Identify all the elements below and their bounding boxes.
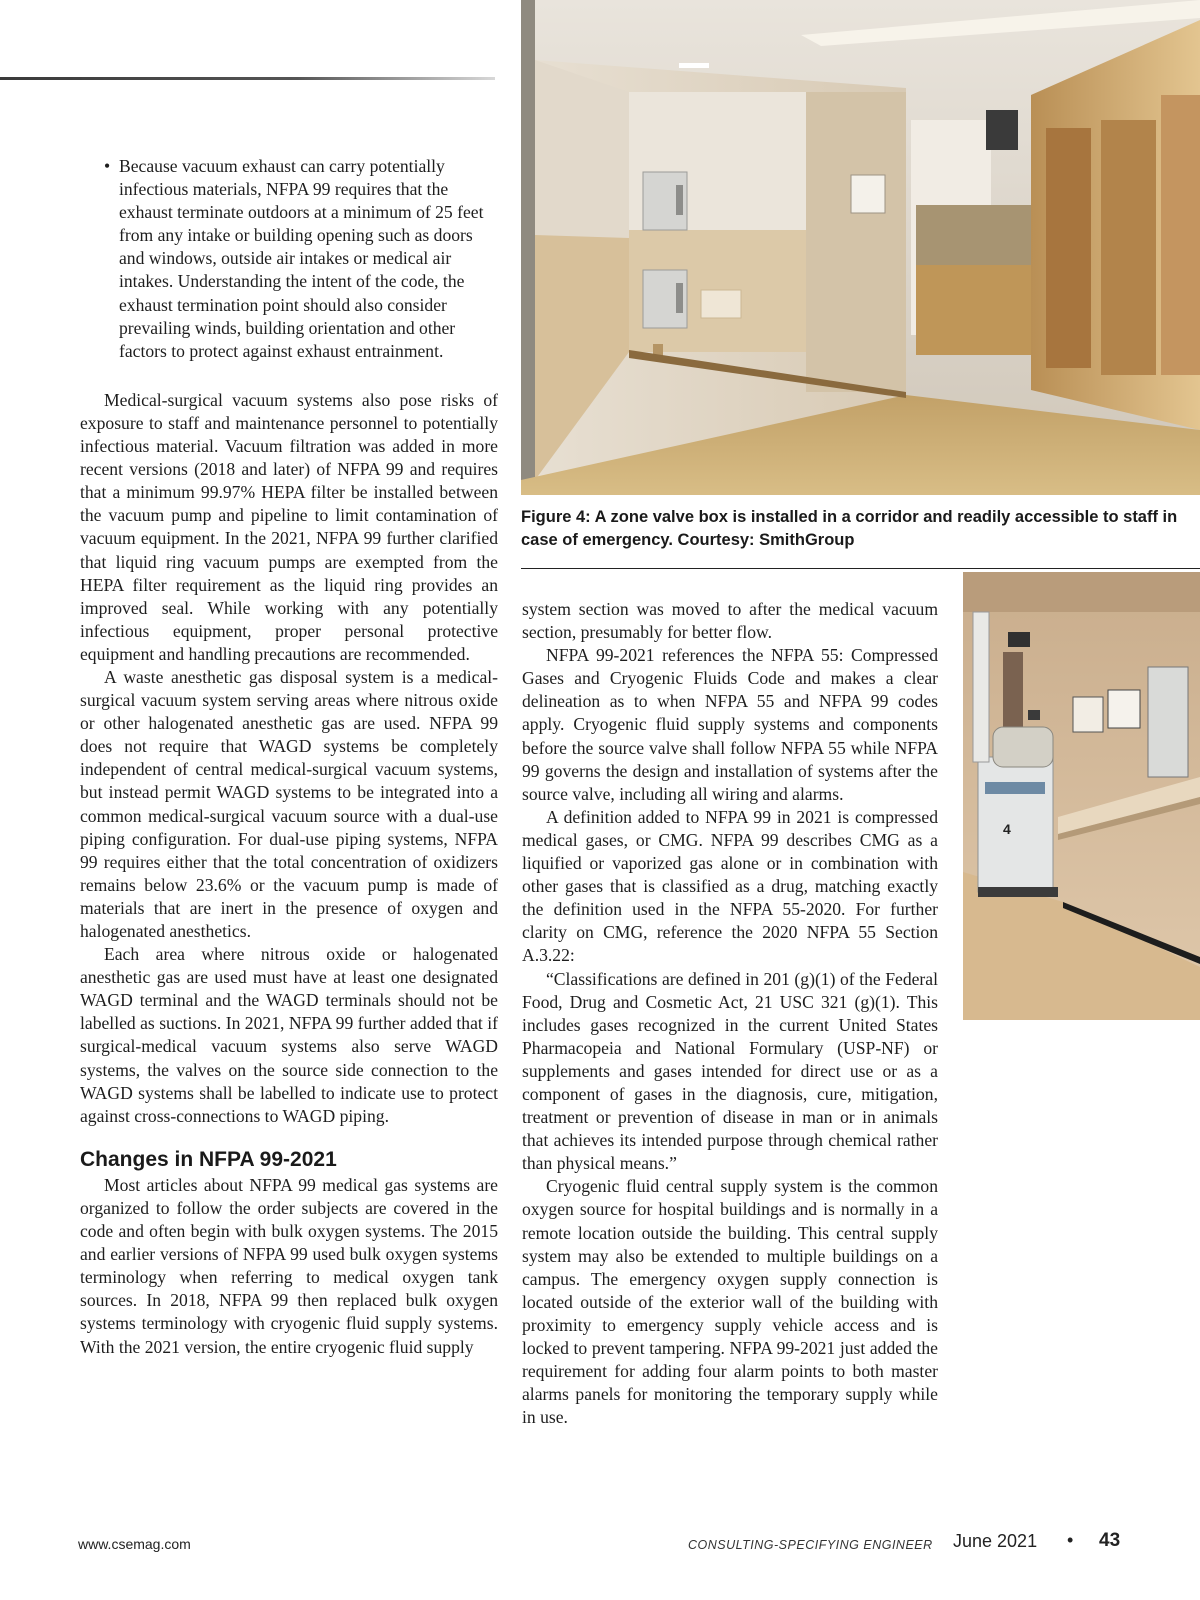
section-heading: Changes in NFPA 99-2021: [80, 1147, 337, 1171]
footer-url[interactable]: www.csemag.com: [78, 1536, 191, 1552]
xray-cart-illustration: [963, 572, 1200, 1020]
middle-column: [522, 598, 938, 1429]
body-paragraph: A waste anesthetic gas disposal system is a medical-surgical vacuum system serving areas where nitrous oxide or other halogenated anesthetic gas are used. NFPA 99 does not require that WAGD systems be completely independent of central medical-surgical vacuum systems, but instead permit WAGD systems to be integrated into a common medical-surgical vacuum source with a dual-use piping configuration. For dual-use piping systems, NFPA 99 requires either that the total concentration of oxidizers remains below 23.6% or the vacuum pump is made of materials that are inert in the presence of oxygen and halogenated anesthetics.: [80, 666, 498, 941]
bullet-dot: •: [104, 156, 111, 176]
body-paragraph: Cryogenic fluid central supply system is the common oxygen source for hospital buildings and is normally in a remote location outside the building. This central supply system may also be extended to multiple buildings on a campus. The emergency oxygen supply connection is located outside of the exterior wall of the building with proximity to emergency supply vehicle access and is locked to prevent tampering. NFPA 99-2021 just added the requirement for adding four alarm points to both master alarms panels for monitoring the temporary supply while in use.: [522, 1176, 938, 1428]
bullet-item: [104, 155, 492, 363]
footer-date: June 2021: [953, 1531, 1038, 1551]
quote-paragraph: “Classifications are defined in 201 (g)(1) of the Federal Food, Drug and Cosmetic Act, 21 USC 321 (g)(1). This includes gases recognized in the current United States Pharmacopeia and National Formulary (USP-NF) or supplements and gases intended for direct use or as a component of gases in the diagnosis, cure, mitigation, treatment or prevention of disease in man or in animals that achieves its intended purpose through chemical rather than physical means.”: [522, 968, 938, 1174]
corridor-photo-illustration: [521, 0, 1200, 495]
left-column: [80, 155, 498, 1359]
footer-magazine-name: CONSULTING-SPECIFYING ENGINEER: [688, 1538, 933, 1552]
body-paragraph: Each area where nitrous oxide or halogenated anesthetic gas are used must have at least one designated WAGD terminal and the WAGD terminals should not be labelled as suctions. In 2021, NFPA 99 further added that if surgical-medical vacuum systems also serve WAGD systems, the valves on the source side connection to the WAGD systems shall be labelled to indicate use to protect against cross-connections to WAGD piping.: [80, 944, 498, 1126]
figure-4-photo: [521, 0, 1200, 495]
body-paragraph: Medical-surgical vacuum systems also pose risks of exposure to staff and maintenance personnel to potentially infectious material. Vacuum filtration was added in more recent versions (2018 and later) of NFPA 99 and requires that a minimum 99.97% HEPA filter be installed between the vacuum pump and pipeline to limit contamination of vacuum equipment. In the 2021, NFPA 99 further clarified that liquid ring vacuum pumps are exempted from the HEPA filter requirement as the liquid ring provides an improved seal. While working with any potentially infectious equipment, proper personal protective equipment and handling precautions are recommended.: [80, 389, 498, 664]
body-paragraph: NFPA 99-2021 references the NFPA 55: Compressed Gases and Cryogenic Fluids Code and makes a clear delineation as to when NFPA 55 and NFPA 99 codes apply. Cryogenic fluid supply systems and components before the source valve shall follow NFPA 55 while NFPA 99 governs the design and installation of systems after the source valve, including all wiring and alarms.: [522, 645, 938, 804]
cart-number-label: 4: [1003, 821, 1011, 837]
bullet-text: Because vacuum exhaust can carry potentially infectious materials, NFPA 99 requires that the exhaust terminate outdoors at a minimum of 25 feet from any intake or building opening such as doors and windows, outside air intakes or medical air intakes. Understanding the intent of the code, the exhaust termination point should also consider prevailing winds, building orientation and other factors to protect against exhaust entrainment.: [119, 156, 484, 361]
body-paragraph: Most articles about NFPA 99 medical gas systems are organized to follow the order subjects are covered in the code and often begin with bulk oxygen systems. The 2015 and earlier versions of NFPA 99 used bulk oxygen systems terminology when referring to medical oxygen tank sources. In 2018, NFPA 99 then replaced bulk oxygen systems terminology with cryogenic fluid supply systems. With the 2021 version, the entire cryogenic fluid supply: [80, 1174, 498, 1357]
footer-separator: •: [1067, 1530, 1074, 1550]
top-rule: [0, 77, 495, 80]
figure-caption: Figure 4: A zone valve box is installed in a corridor and readily accessible to staff in case of emergency. Courtesy: SmithGroup: [521, 508, 1178, 549]
body-paragraph: system section was moved to after the medical vacuum section, presumably for better flow.: [522, 599, 938, 643]
corridor-xray-photo: [963, 572, 1200, 1020]
body-paragraph: A definition added to NFPA 99 in 2021 is compressed medical gases, or CMG. NFPA 99 describes CMG as a liquified or vaporized gas alone or in combination with other gases that is classified as a drug, matching exactly the definition used in the NFPA 55-2020. For further clarity on CMG, reference the 2020 NFPA 55 Section A.3.22:: [522, 806, 938, 966]
caption-rule: [521, 568, 1200, 569]
page-number: 43: [1099, 1530, 1121, 1551]
